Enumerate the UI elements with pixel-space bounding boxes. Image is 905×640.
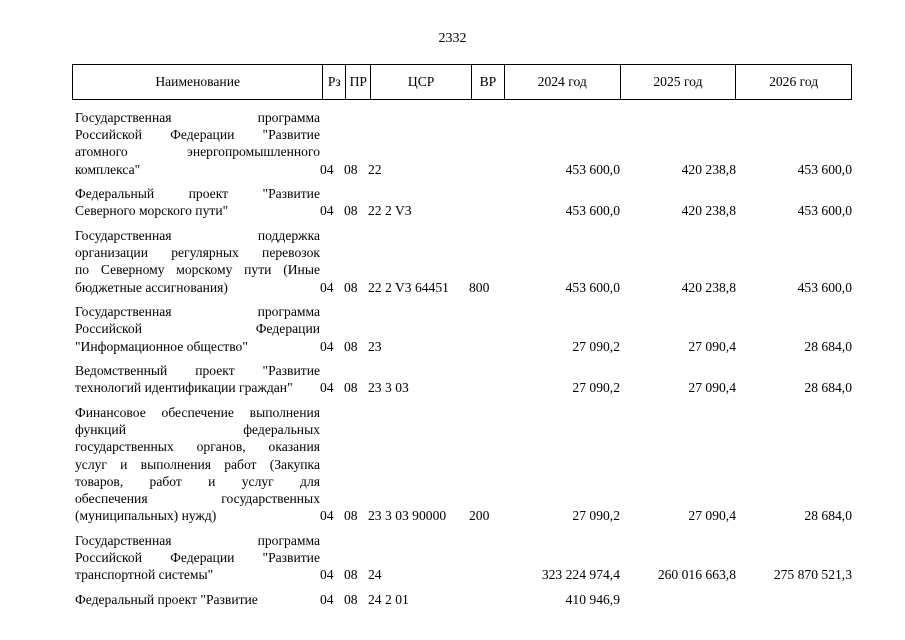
cell-rz: 04 (320, 591, 334, 607)
cell-rz: 04 (320, 567, 334, 583)
table-body (75, 109, 855, 615)
column-header-2024: 2024 год (505, 65, 621, 99)
cell-name (75, 404, 320, 524)
column-header-rz: Рз (323, 65, 346, 99)
table-row (75, 532, 855, 584)
cell-pr: 08 (344, 161, 358, 177)
cell-y2026: 28 684,0 (804, 508, 852, 524)
name-line: (муниципальных) нужд) (75, 508, 217, 524)
cell-y2024: 453 600,0 (565, 161, 620, 177)
cell-y2025: 260 016 663,8 (657, 567, 736, 583)
cell-y2025: 420 238,8 (681, 161, 736, 177)
cell-csr: 24 (368, 567, 382, 583)
cell-csr: 22 (368, 161, 382, 177)
page-number: 2332 (438, 31, 467, 46)
cell-y2025: 27 090,4 (688, 380, 736, 396)
cell-csr: 22 2 V3 64451 (368, 279, 449, 295)
name-line: Ведомственный проект "Развитие (75, 363, 320, 379)
cell-csr: 23 3 03 (368, 380, 409, 396)
cell-y2024: 27 090,2 (572, 380, 620, 396)
name-line: Российской Федерации "Развитие (75, 127, 320, 143)
cell-rz: 04 (320, 279, 334, 295)
name-line: Государственная поддержка (75, 228, 320, 243)
column-header-2026: 2026 год (769, 74, 819, 89)
column-header-name: Наименование (73, 65, 323, 99)
cell-pr: 08 (344, 508, 358, 524)
cell-vr: 800 (469, 279, 490, 295)
table-row (75, 303, 855, 355)
cell-name (75, 362, 320, 396)
cell-pr: 08 (344, 203, 358, 219)
cell-y2026: 453 600,0 (797, 279, 852, 295)
table-header (72, 64, 852, 100)
name-line: транспортной системы" (75, 567, 214, 583)
cell-rz: 04 (320, 508, 334, 524)
column-header-csr: ЦСР (371, 65, 472, 99)
cell-y2024: 410 946,9 (565, 591, 620, 607)
name-line: Государственная программа (75, 304, 320, 320)
cell-pr: 08 (344, 279, 358, 295)
name-line: Финансовое обеспечение выполнения (75, 405, 320, 420)
name-line: атомного энергопромышленного (75, 144, 320, 160)
cell-y2025: 420 238,8 (681, 279, 736, 295)
table-row (75, 227, 855, 296)
cell-csr: 23 3 03 90000 (368, 508, 447, 524)
cell-rz: 04 (320, 338, 334, 354)
column-header-pr: ПР (346, 65, 371, 99)
table-row (75, 591, 855, 608)
name-line: Государственная программа (75, 532, 320, 548)
cell-csr: 23 (368, 338, 382, 354)
cell-pr: 08 (344, 380, 358, 396)
cell-y2026: 28 684,0 (804, 380, 852, 396)
cell-csr: 24 2 01 (368, 591, 409, 607)
name-line: Северного морского пути" (75, 203, 229, 219)
name-line: обеспечения государственных (75, 491, 320, 507)
name-line: бюджетные ассигнования) (75, 279, 228, 295)
cell-y2024: 27 090,2 (572, 508, 620, 524)
cell-y2024: 323 224 974,4 (541, 567, 620, 583)
table-row (75, 185, 855, 219)
cell-y2024: 27 090,2 (572, 338, 620, 354)
name-line: Федеральный проект "Развитие (75, 186, 320, 202)
cell-y2024: 453 600,0 (565, 279, 620, 295)
name-line: Российской Федерации "Развитие (75, 550, 320, 566)
cell-y2025: 27 090,4 (688, 508, 736, 524)
column-header-vr: ВР (472, 65, 505, 99)
cell-name (75, 227, 320, 296)
cell-pr: 08 (344, 567, 358, 583)
name-line: технологий идентификации граждан" (75, 380, 293, 396)
cell-name (75, 109, 320, 178)
table-row (75, 362, 855, 396)
cell-name (75, 532, 320, 584)
name-line: услуг и выполнения работ (Закупка (75, 456, 320, 472)
cell-rz: 04 (320, 161, 334, 177)
name-line: организации регулярных перевозок (75, 245, 320, 261)
cell-y2025: 420 238,8 (681, 203, 736, 219)
name-line: по Северному морскому пути (Иные (75, 262, 320, 278)
cell-csr: 22 2 V3 (368, 203, 412, 219)
cell-pr: 08 (344, 338, 358, 354)
cell-y2024: 453 600,0 (565, 203, 620, 219)
cell-y2026: 275 870 521,3 (773, 567, 852, 583)
name-line: товаров, работ и услуг для (75, 473, 320, 489)
cell-pr: 08 (344, 591, 358, 607)
name-line: Федеральный проект "Развитие (75, 591, 258, 607)
name-line: Государственная программа (75, 110, 320, 125)
cell-y2026: 453 600,0 (797, 203, 852, 219)
name-line: "Информационное общество" (75, 338, 248, 354)
cell-name (75, 303, 320, 355)
name-line: государственных органов, оказания (75, 439, 320, 455)
name-line: Российской Федерации (75, 321, 320, 337)
cell-rz: 04 (320, 203, 334, 219)
cell-rz: 04 (320, 380, 334, 396)
cell-y2026: 28 684,0 (804, 338, 852, 354)
name-line: комплекса" (75, 161, 141, 177)
cell-name (75, 591, 320, 608)
cell-y2025: 27 090,4 (688, 338, 736, 354)
column-header-2025: 2025 год (621, 65, 737, 99)
cell-name (75, 185, 320, 219)
cell-y2026: 453 600,0 (797, 161, 852, 177)
table-row (75, 404, 855, 524)
cell-vr: 200 (469, 508, 490, 524)
table-row (75, 109, 855, 178)
name-line: функций федеральных (75, 422, 320, 438)
